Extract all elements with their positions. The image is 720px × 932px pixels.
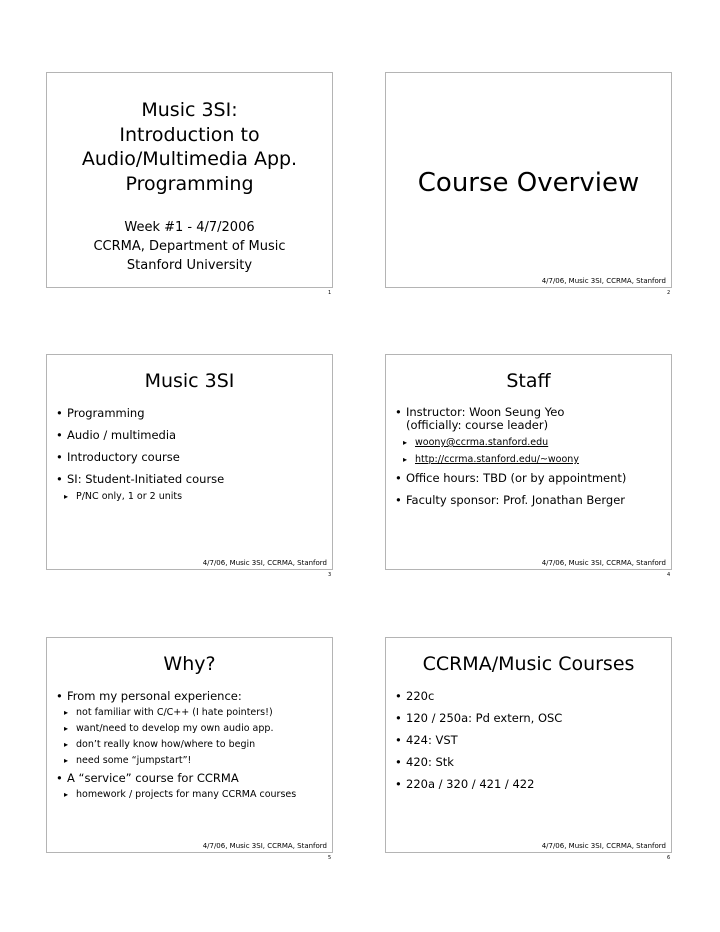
bullet-item: • 220a / 320 / 421 / 422 bbox=[394, 777, 665, 791]
page-number: 4 bbox=[667, 572, 671, 578]
slide-footer: 4/7/06, Music 3SI, CCRMA, Stanford bbox=[202, 559, 327, 567]
bullet-item: • From my personal experience: bbox=[55, 689, 326, 703]
slide-title: Music 3SI bbox=[144, 370, 235, 392]
slide-title bbox=[47, 98, 332, 196]
page-number: 3 bbox=[328, 572, 332, 578]
subtitle-line: Week #1 - 4/7/2006 bbox=[124, 220, 255, 235]
slide-footer: 4/7/06, Music 3SI, CCRMA, Stanford bbox=[541, 559, 666, 567]
title-line: Introduction to bbox=[119, 123, 260, 146]
slide-footer: 4/7/06, Music 3SI, CCRMA, Stanford bbox=[541, 277, 666, 285]
slide-3 bbox=[46, 354, 333, 570]
sub-bullet-item bbox=[394, 453, 665, 466]
sub-bullet-item: ▸ homework / projects for many CCRMA courses bbox=[55, 788, 326, 801]
slide-title: CCRMA/Music Courses bbox=[422, 653, 635, 675]
sub-bullet-item: ▸ not familiar with C/C++ (I hate pointers!) bbox=[55, 706, 326, 719]
bullet-item bbox=[394, 406, 665, 432]
sub-bullet-item: ▸ P/NC only, 1 or 2 units bbox=[55, 490, 326, 503]
bullet-item: • 220c bbox=[394, 689, 665, 703]
bullet-text: Instructor: Woon Seung Yeo bbox=[406, 405, 565, 419]
bullet-item: • SI: Student-Initiated course bbox=[55, 472, 326, 486]
title-line: Programming bbox=[125, 172, 254, 195]
slide-footer: 4/7/06, Music 3SI, CCRMA, Stanford bbox=[202, 842, 327, 850]
sub-bullet-item: ▸ need some “jumpstart”! bbox=[55, 754, 326, 767]
subtitle-line: CCRMA, Department of Music bbox=[93, 239, 286, 254]
bullet-item: • A “service” course for CCRMA bbox=[55, 771, 326, 785]
bullet-item: • 424: VST bbox=[394, 733, 665, 747]
slide-6 bbox=[385, 637, 672, 853]
page-number: 2 bbox=[667, 290, 671, 296]
page-number: 1 bbox=[328, 290, 332, 296]
bullet-text: (officially: course leader) bbox=[406, 418, 549, 432]
bullet-list bbox=[55, 406, 326, 503]
bullet-item: • 420: Stk bbox=[394, 755, 665, 769]
slide-subtitle bbox=[47, 218, 332, 275]
sub-bullet-item: ▸ want/need to develop my own audio app. bbox=[55, 722, 326, 735]
title-line: Music 3SI: bbox=[141, 99, 238, 121]
subtitle-line: Stanford University bbox=[126, 258, 253, 273]
slide-5 bbox=[46, 637, 333, 853]
slide-4 bbox=[385, 354, 672, 570]
bullet-list bbox=[394, 689, 665, 791]
slide-title: Why? bbox=[163, 653, 216, 675]
slide-2 bbox=[385, 72, 672, 288]
slide-footer: 4/7/06, Music 3SI, CCRMA, Stanford bbox=[541, 842, 666, 850]
title-line: Audio/Multimedia App. bbox=[81, 148, 298, 170]
bullet-item: • Introductory course bbox=[55, 450, 326, 464]
bullet-item: • Audio / multimedia bbox=[55, 428, 326, 442]
bullet-item: • 120 / 250a: Pd extern, OSC bbox=[394, 711, 665, 725]
email-link[interactable]: woony@ccrma.stanford.edu bbox=[415, 437, 549, 448]
sub-bullet-item: ▸ don’t really know how/where to begin bbox=[55, 738, 326, 751]
slide-1 bbox=[46, 72, 333, 288]
page-number: 5 bbox=[328, 855, 332, 861]
bullet-item: • Programming bbox=[55, 406, 326, 420]
bullet-item: • Office hours: TBD (or by appointment) bbox=[394, 471, 665, 485]
bullet-item: • Faculty sponsor: Prof. Jonathan Berger bbox=[394, 493, 665, 507]
sub-bullet-item bbox=[394, 436, 665, 449]
page-number: 6 bbox=[667, 855, 671, 861]
slide-title: Course Overview bbox=[417, 168, 640, 198]
bullet-list bbox=[55, 689, 326, 801]
homepage-link[interactable]: http://ccrma.stanford.edu/~woony bbox=[415, 454, 579, 465]
bullet-list bbox=[394, 406, 665, 507]
slide-title: Staff bbox=[506, 370, 551, 392]
